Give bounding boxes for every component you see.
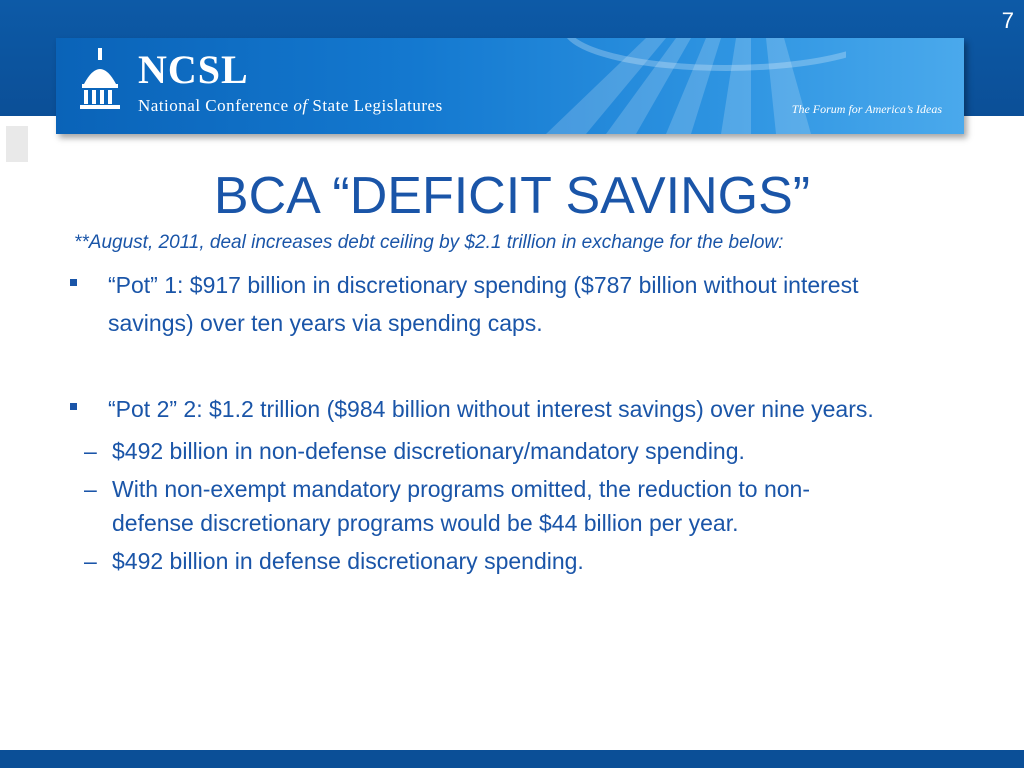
bullet-list bbox=[70, 266, 950, 582]
ncsl-logo-text: NCSL bbox=[138, 47, 249, 92]
ncsl-full-name bbox=[138, 96, 443, 116]
ncsl-tagline: The Forum for America’s Ideas bbox=[791, 102, 942, 116]
square-bullet-icon bbox=[70, 403, 77, 410]
sub-bullet-item bbox=[84, 472, 882, 540]
page-number: 7 bbox=[1001, 8, 1014, 33]
bullet-text: “Pot 2” 2: $1.2 trillion ($984 billion without interest savings) over nine years. bbox=[108, 396, 874, 422]
bullet-item-pot-2 bbox=[70, 390, 950, 428]
sub-bullet-text: With non-exempt mandatory programs omitted, the reduction to non-defense discretionary programs would be $44 billion per year. bbox=[112, 476, 811, 536]
ncsl-banner bbox=[56, 38, 964, 134]
name-part-3: State Legislatures bbox=[307, 96, 443, 115]
ncsl-dome-logo-icon bbox=[78, 48, 122, 110]
sub-bullet-item bbox=[84, 434, 950, 468]
slide-subtitle: **August, 2011, deal increases debt ceiling by $2.1 trillion in exchange for the below: bbox=[74, 232, 784, 253]
name-part-2: of bbox=[293, 96, 308, 115]
sub-bullet-item bbox=[84, 544, 950, 578]
sub-bullet-text: $492 billion in non-defense discretionary/mandatory spending. bbox=[112, 438, 745, 464]
side-tab bbox=[6, 126, 28, 162]
name-part-1: National Conference bbox=[138, 96, 294, 115]
dash-bullet: – bbox=[84, 438, 97, 464]
footer-band bbox=[0, 750, 1024, 768]
capitol-dome-graphic bbox=[526, 38, 846, 134]
dash-bullet: – bbox=[84, 476, 97, 502]
slide-title: BCA “DEFICIT SAVINGS” bbox=[213, 167, 811, 225]
sub-bullet-text: $492 billion in defense discretionary spending. bbox=[112, 548, 584, 574]
sub-bullet-list bbox=[0, 434, 950, 578]
dash-bullet: – bbox=[84, 548, 97, 574]
bullet-item-pot-1 bbox=[70, 266, 950, 342]
bullet-text: “Pot” 1: $917 billion in discretionary spending ($787 billion without interest savings) over ten years via spending caps. bbox=[108, 272, 859, 336]
square-bullet-icon bbox=[70, 279, 77, 286]
